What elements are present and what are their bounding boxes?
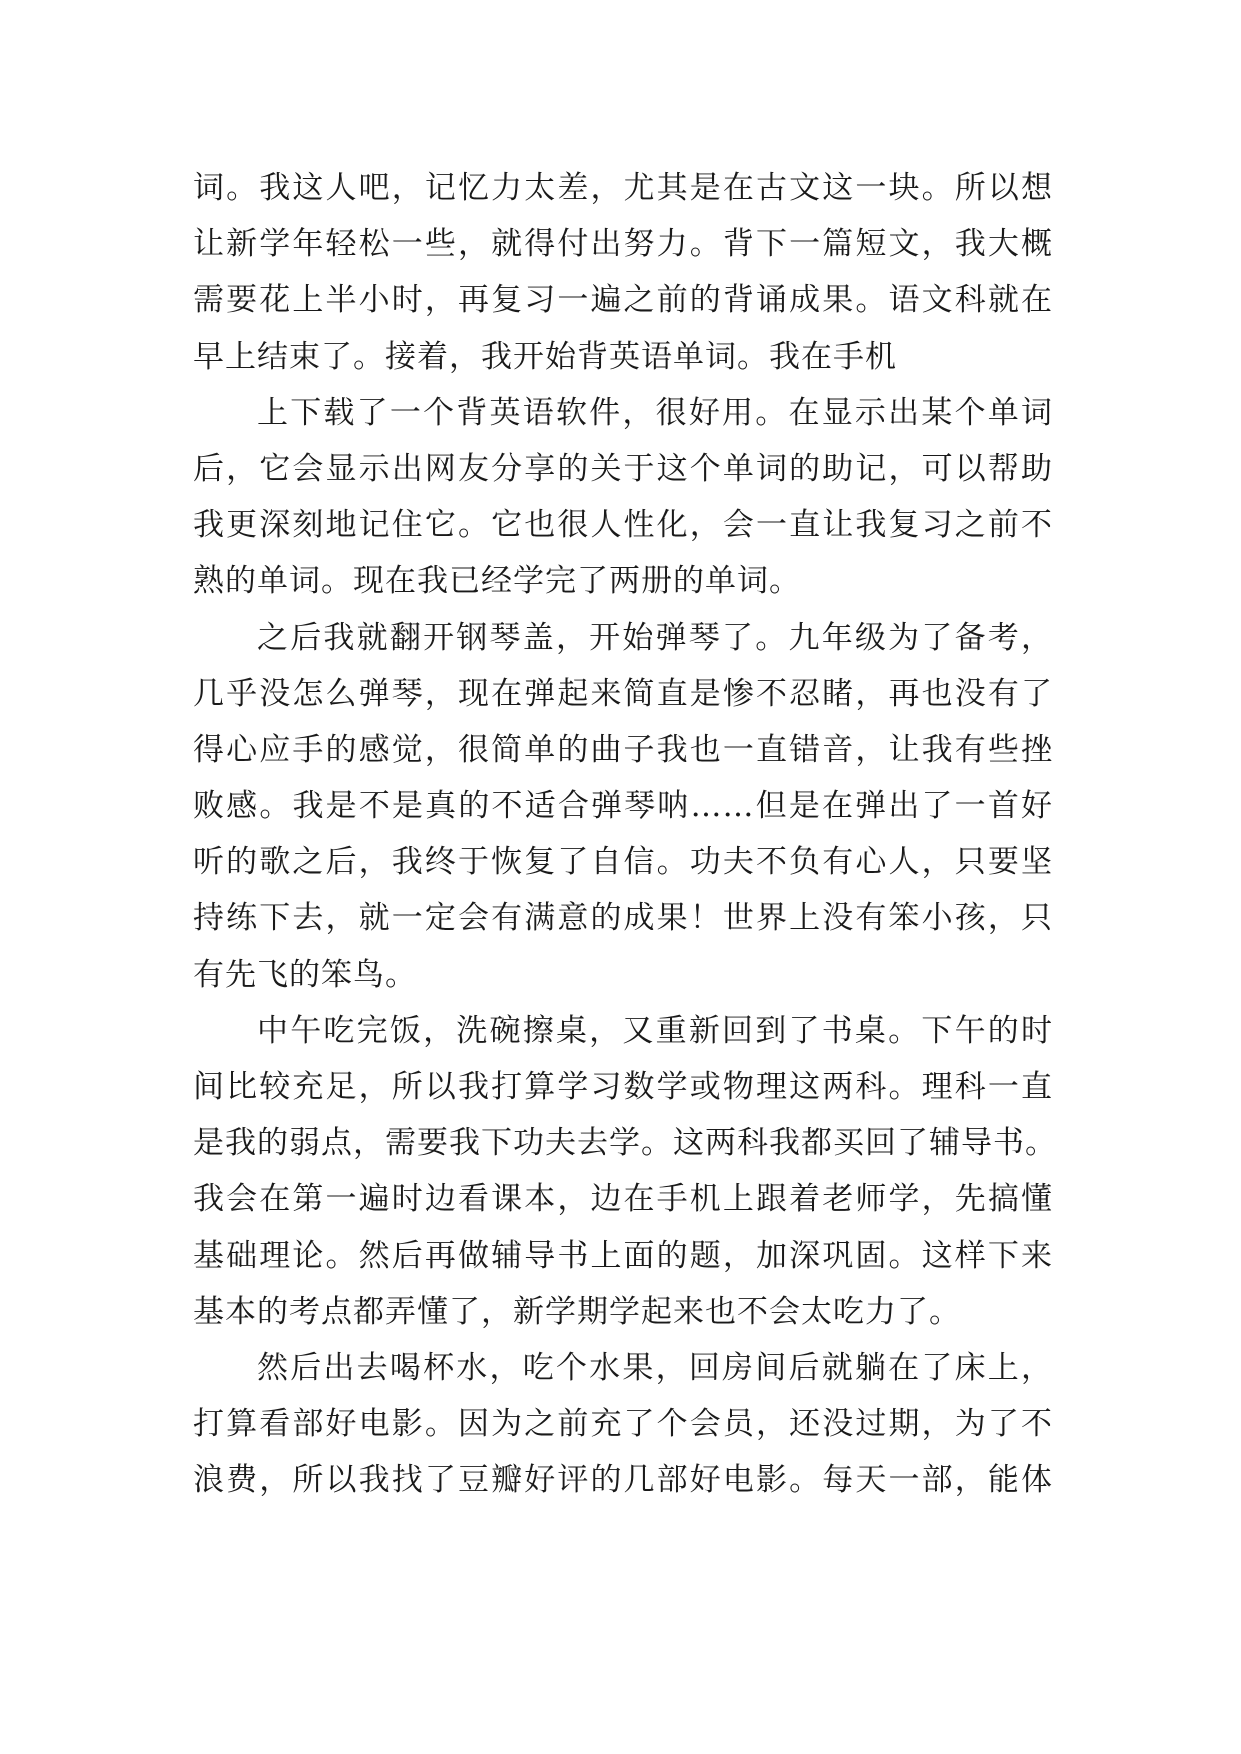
text-line: 间比较充足，所以我打算学习数学或物理这两科。理科一直 [193,1069,1053,1105]
text-line: 浪费，所以我找了豆瓣好评的几部好电影。每天一部，能体 [193,1462,1053,1499]
text-line: 持练下去，就一定会有满意的成果！世界上没有笨小孩，只 [193,900,1053,937]
text-line: 让新学年轻松一些，就得付出努力。背下一篇短文，我大概 [193,226,1053,263]
text-line: 上下载了一个背英语软件，很好用。在显示出某个单词 [257,394,1053,431]
text-line: 基础理论。然后再做辅导书上面的题，加深巩固。这样下来 [193,1237,1053,1274]
text-line: 早上结束了。接着，我开始背英语单词。我在手机 [193,338,897,375]
text-line: 中午吃完饭，洗碗擦桌，又重新回到了书桌。下午的时 [257,1012,1053,1049]
text-line: 得心应手的感觉，很简单的曲子我也一直错音，让我有些挫 [193,731,1053,768]
text-line: 我更深刻地记住它。它也很人性化，会一直让我复习之前不 [193,507,1053,544]
text-line: 需要花上半小时，再复习一遍之前的背诵成果。语文科就在 [193,282,1053,319]
text-line: 后，它会显示出网友分享的关于这个单词的助记，可以帮助 [193,450,1053,487]
text-line: 基本的考点都弄懂了，新学期学起来也不会太吃力了。 [193,1293,961,1330]
text-line: 然后出去喝杯水，吃个水果，回房间后就躺在了床上， [257,1349,1053,1386]
text-line: 听的歌之后，我终于恢复了自信。功夫不负有心人，只要坚 [193,844,1053,881]
text-line: 几乎没怎么弹琴，现在弹起来简直是惨不忍睹，再也没有了 [193,675,1053,712]
document-body [193,160,1057,1509]
text-line: 熟的单词。现在我已经学完了两册的单词。 [193,563,801,600]
text-line: 之后我就翻开钢琴盖，开始弹琴了。九年级为了备考， [257,619,1053,656]
text-line: 有先飞的笨鸟。 [193,956,417,993]
text-line: 是我的弱点，需要我下功夫去学。这两科我都买回了辅导书。 [193,1125,1057,1162]
text-line: 我会在第一遍时边看课本，边在手机上跟着老师学，先搞懂 [193,1181,1053,1218]
text-line: 词。我这人吧，记忆力太差，尤其是在古文这一块。所以想 [193,170,1053,206]
text-line: 败感。我是不是真的不适合弹琴呐……但是在弹出了一首好 [193,788,1053,825]
text-line: 打算看部好电影。因为之前充了个会员，还没过期，为了不 [193,1406,1053,1443]
